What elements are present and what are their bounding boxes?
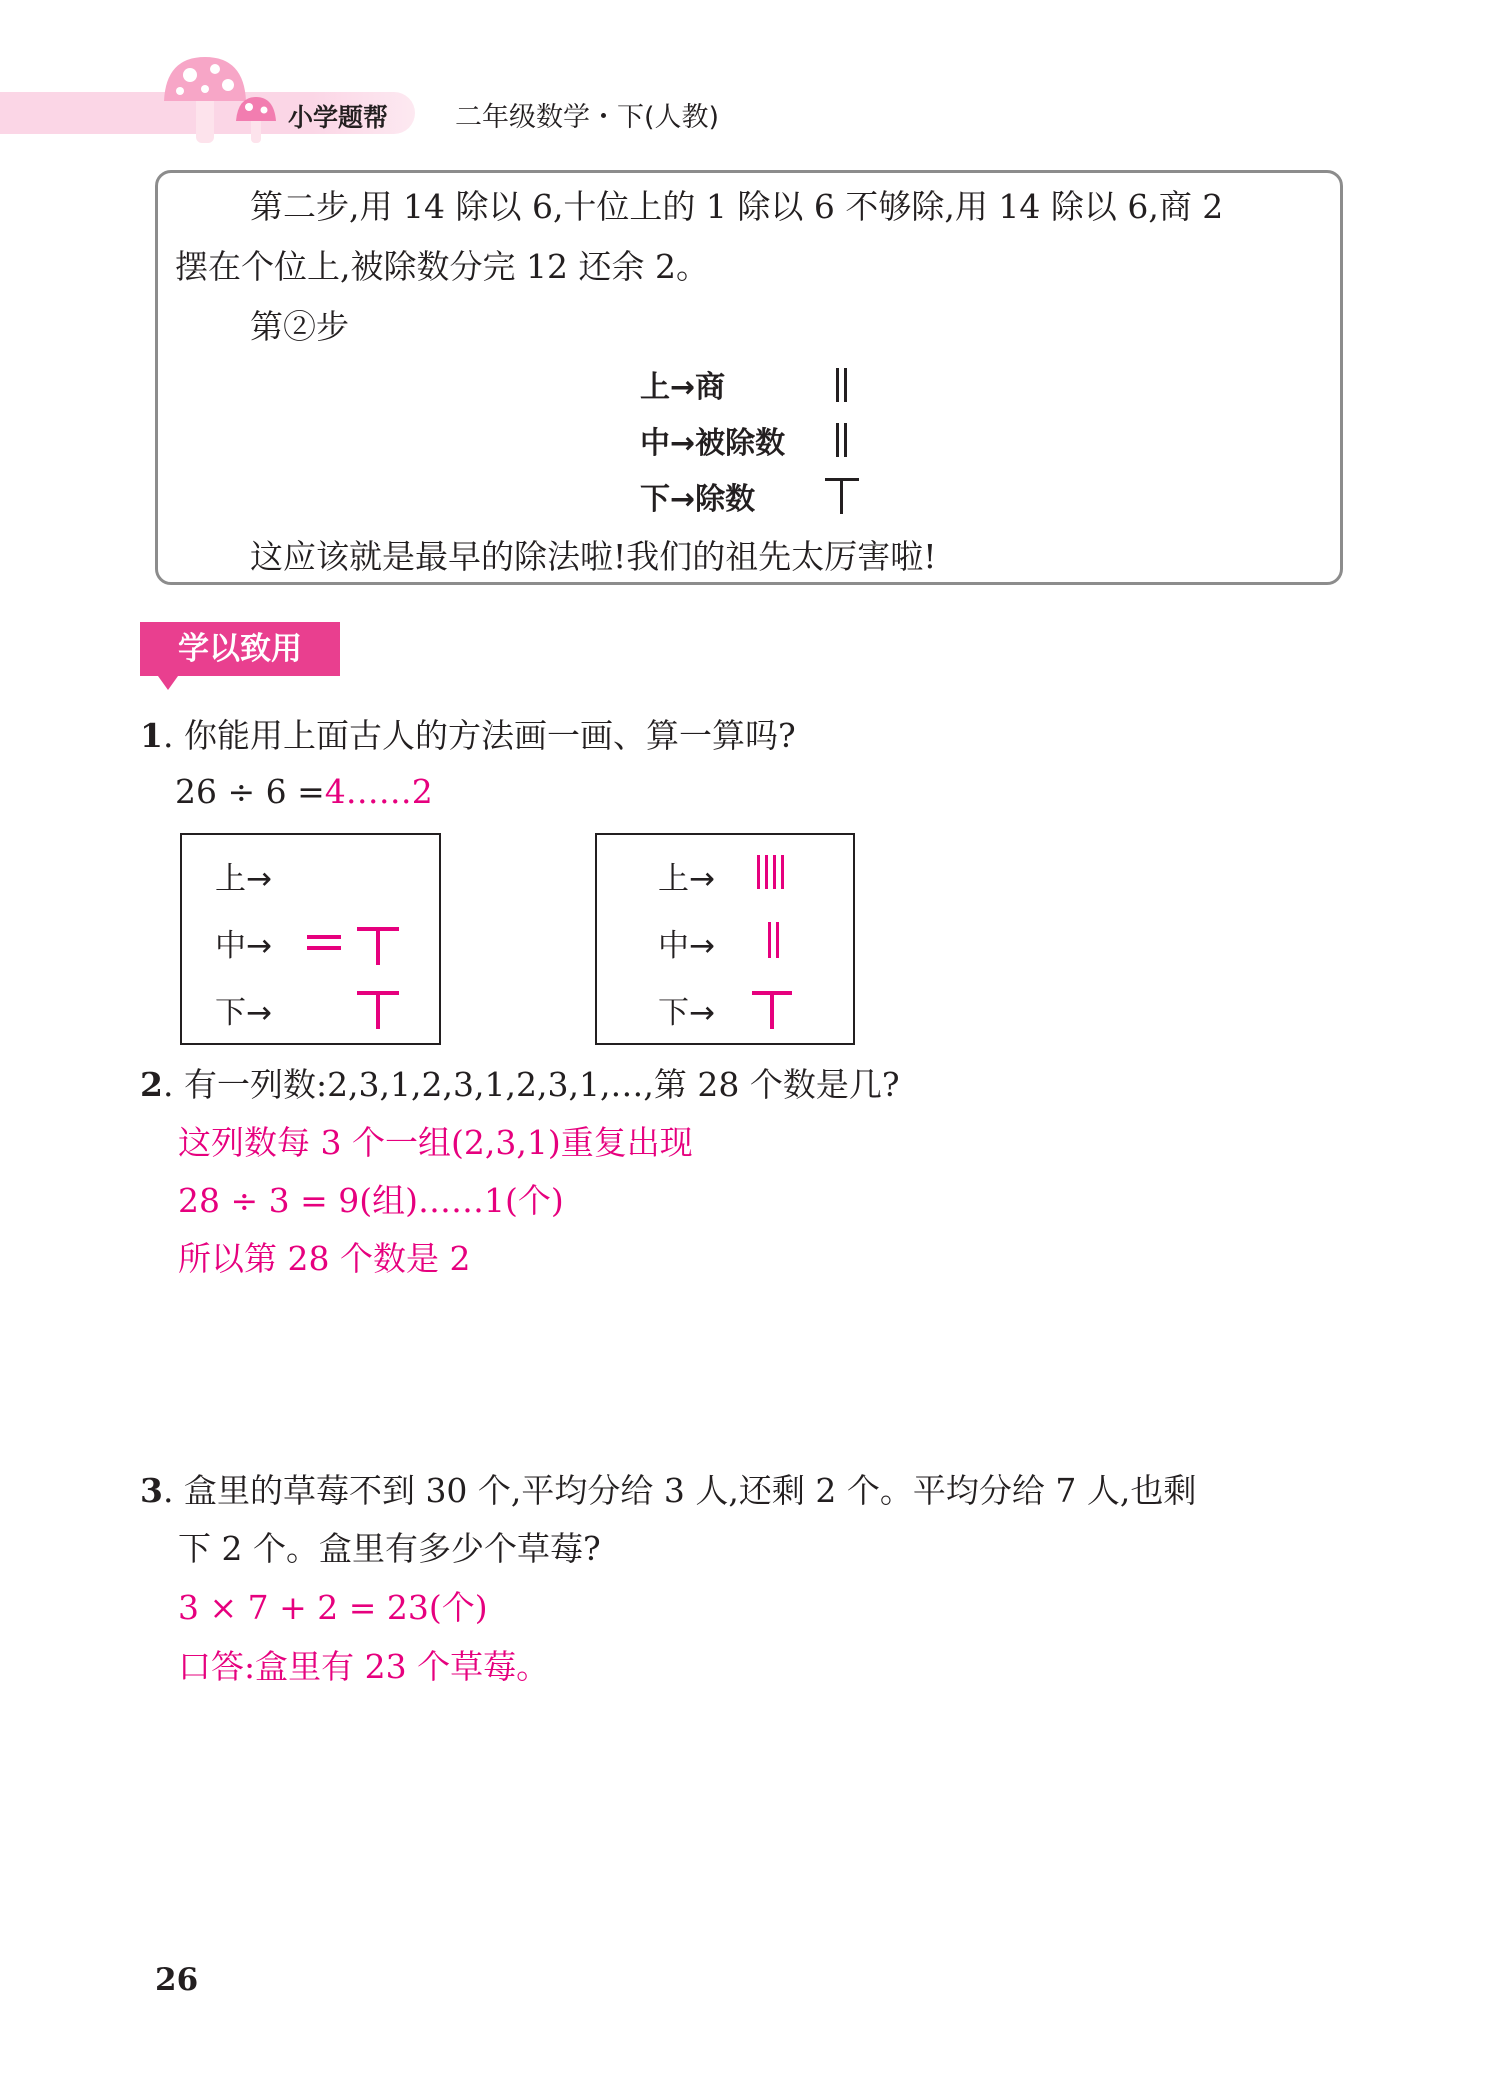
question-2-number: 2 — [140, 1065, 163, 1104]
row-label-top: 上→商 — [640, 370, 726, 405]
box1-label-bottom: 下→ — [215, 995, 272, 1031]
brand-label: 小学题帮 — [288, 103, 389, 132]
question-2-answer-1: 这列数每 3 个一组(2,3,1)重复出现 — [178, 1123, 693, 1162]
page-number: 26 — [155, 1962, 199, 1998]
step-label: 第②步 — [250, 307, 349, 346]
box2-label-middle: 中→ — [658, 928, 715, 964]
intro-closing: 这应该就是最早的除法啦!我们的祖先太厉害啦! — [250, 537, 937, 576]
question-2-answer-2: 28 ÷ 3 = 9(组)……1(个) — [178, 1181, 564, 1220]
question-3-text-1: . 盒里的草莓不到 30 个,平均分给 3 人,还剩 2 个。平均分给 7 人,也剩 — [162, 1471, 1197, 1510]
question-1-text: . 你能用上面古人的方法画一画、算一算吗? — [162, 716, 796, 755]
box2-label-top: 上→ — [658, 861, 715, 897]
row-label-middle: 中→被除数 — [640, 426, 786, 461]
intro-line-1: 第二步,用 14 除以 6,十位上的 1 除以 6 不够除,用 14 除以 6,商 2 — [250, 187, 1224, 226]
question-1-answer: 4……2 — [324, 772, 433, 811]
header-subject: 二年级数学・下(人教) — [455, 102, 720, 133]
section-tag-tail — [158, 676, 178, 690]
question-3 — [140, 1461, 1196, 1521]
question-3-number: 3 — [140, 1471, 163, 1510]
question-3-text-2: 下 2 个。盒里有多少个草莓? — [178, 1529, 601, 1568]
question-1-equation-line — [175, 762, 433, 822]
question-3-answer-2: 口答:盒里有 23 个草莓。 — [178, 1647, 550, 1686]
question-2 — [140, 1055, 900, 1115]
question-2-text: . 有一列数:2,3,1,2,3,1,2,3,1,…,第 28 个数是几? — [162, 1065, 900, 1104]
intro-line-2: 摆在个位上,被除数分完 12 还余 2。 — [175, 247, 709, 286]
box1-label-middle: 中→ — [215, 928, 272, 964]
row-label-bottom: 下→除数 — [640, 482, 756, 517]
question-1 — [140, 706, 796, 766]
question-3-answer-1: 3 × 7 + 2 = 23(个) — [178, 1588, 488, 1627]
question-2-answer-3: 所以第 28 个数是 2 — [178, 1239, 471, 1278]
question-1-equation: 26 ÷ 6 = — [175, 772, 325, 811]
box2-label-bottom: 下→ — [658, 995, 715, 1031]
box1-label-top: 上→ — [215, 861, 272, 897]
section-tag: 学以致用 — [140, 622, 340, 676]
question-1-number: 1 — [140, 716, 163, 755]
rod-box-result — [595, 833, 855, 1045]
mushroom-logo-icon — [160, 55, 290, 150]
